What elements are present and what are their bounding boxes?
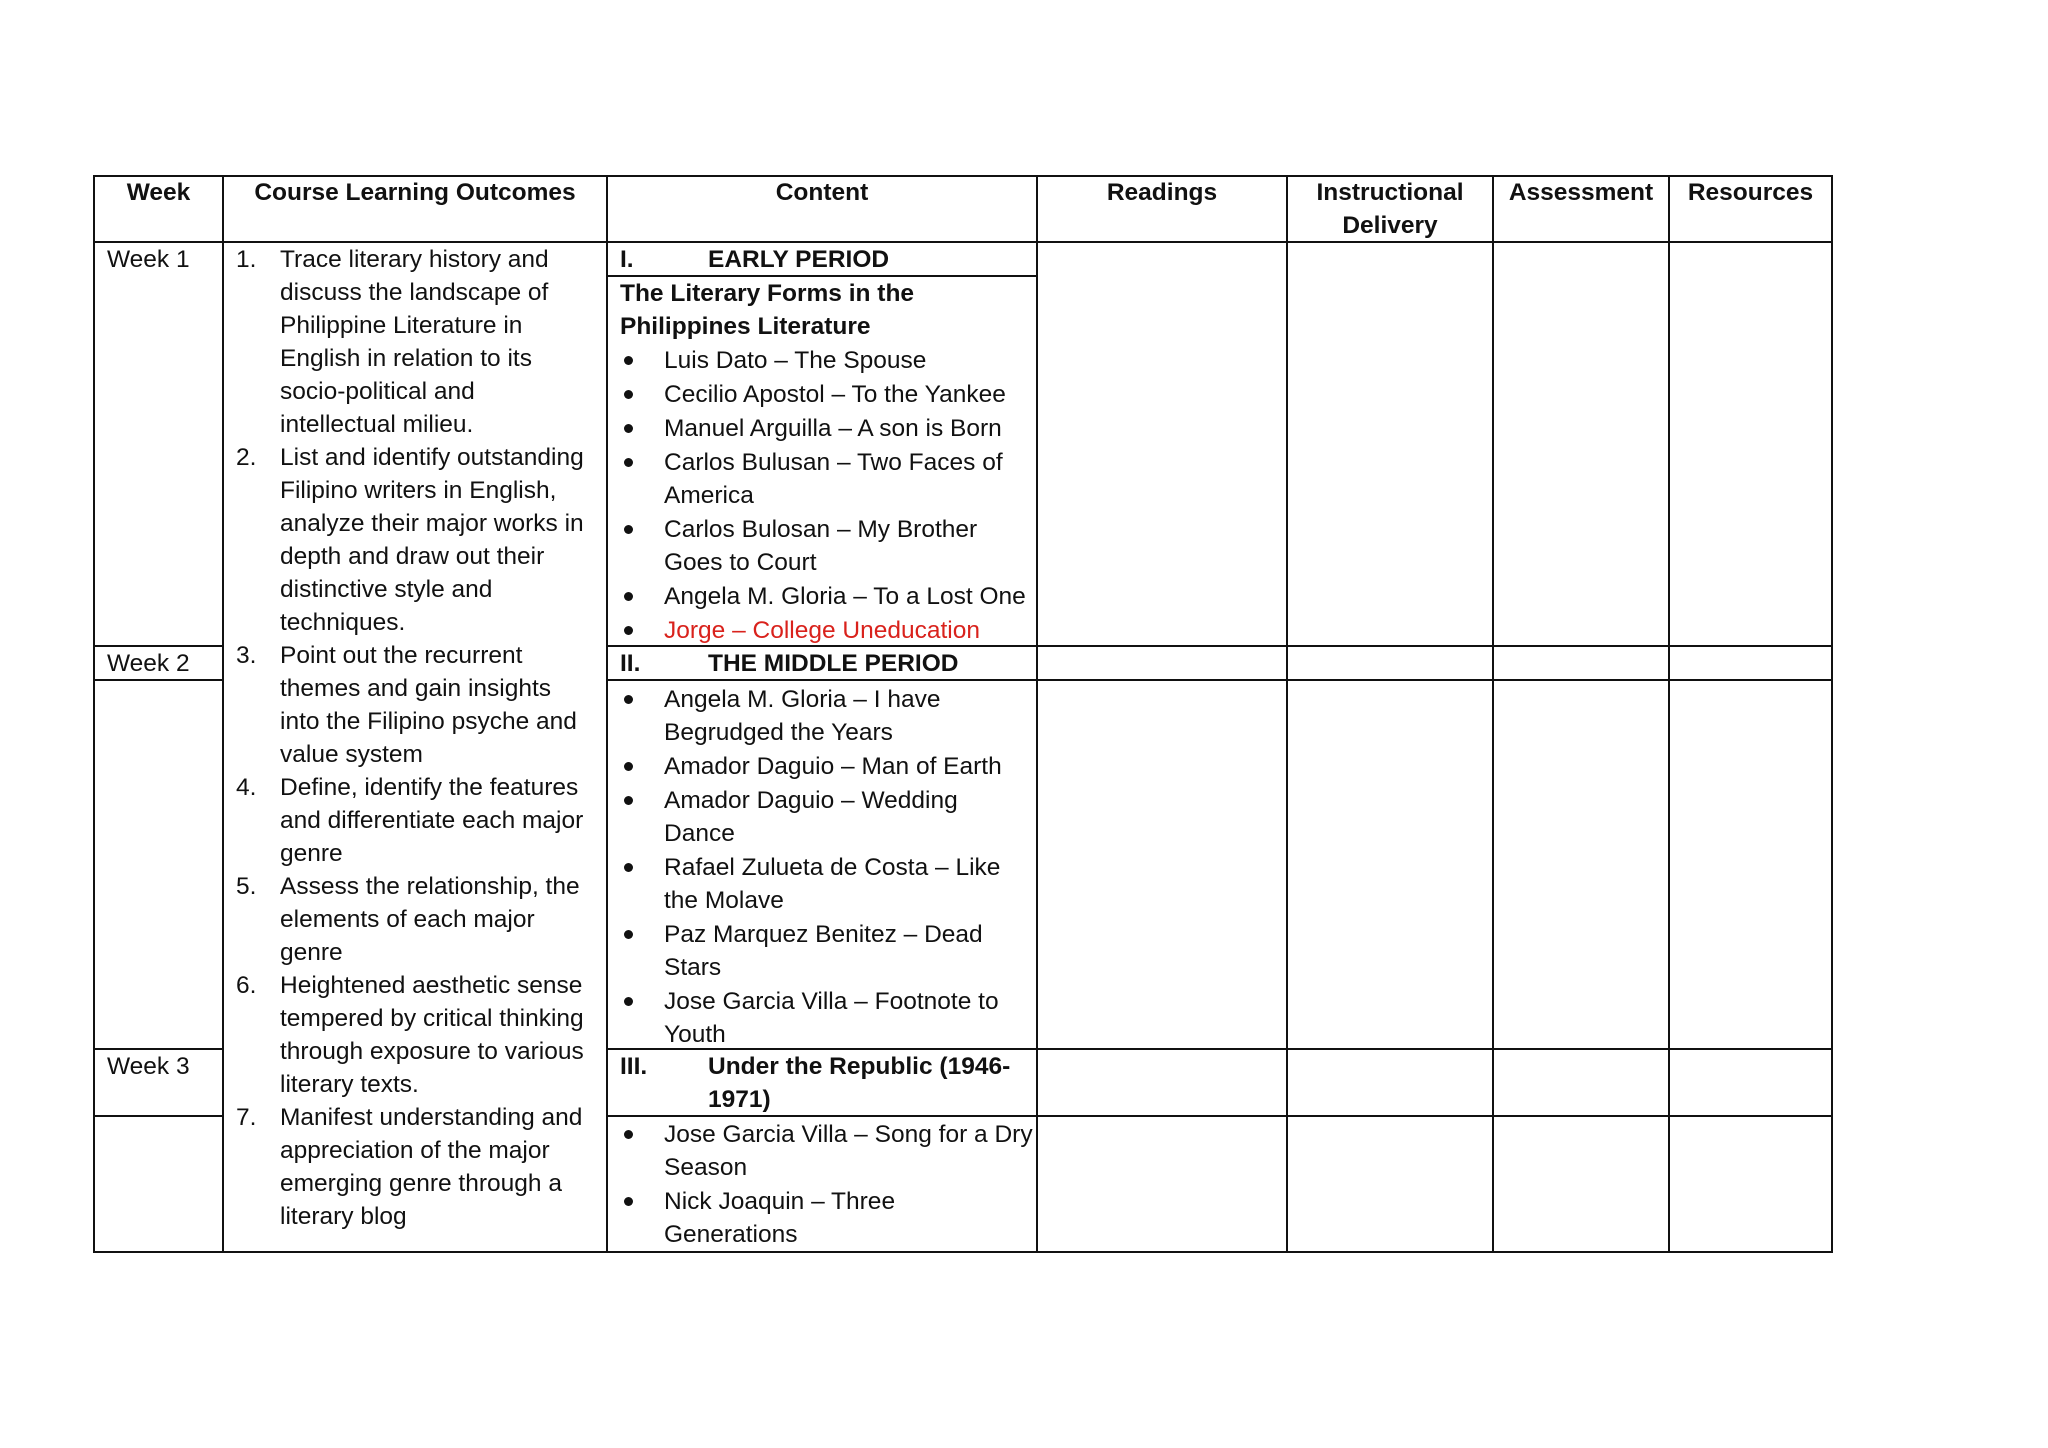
outcome-number: 4. — [236, 774, 257, 801]
outcome-line: Filipino writers in English, — [280, 477, 557, 504]
reading-item-continued: America — [664, 482, 754, 509]
header-week: Week — [126, 179, 191, 206]
outcome-line: Assess the relationship, the — [280, 873, 580, 900]
bullet-icon — [624, 390, 633, 399]
outcome-line: Trace literary history and — [280, 246, 549, 273]
reading-item-continued: Begrudged the Years — [664, 719, 893, 746]
header-content: Content — [775, 179, 869, 206]
outcome-line: depth and draw out their — [280, 543, 545, 570]
bullet-icon — [624, 762, 633, 771]
reading-item: Angela M. Gloria – To a Lost One — [664, 583, 1026, 610]
reading-item-continued: Generations — [664, 1221, 798, 1248]
bullet-icon — [624, 424, 633, 433]
reading-item: Manuel Arguilla – A son is Born — [664, 415, 1002, 442]
bullet-icon — [624, 1130, 633, 1139]
outcome-line: themes and gain insights — [280, 675, 552, 702]
bullet-icon — [624, 930, 633, 939]
outcome-line: List and identify outstanding — [280, 444, 584, 471]
reading-item-continued: Season — [664, 1154, 748, 1181]
literary-forms-heading: The Literary Forms in the — [620, 280, 915, 307]
reading-item: Luis Dato – The Spouse — [664, 347, 927, 374]
outcome-line: Point out the recurrent — [280, 642, 523, 669]
period-title: Under the Republic (1946- — [708, 1053, 1011, 1080]
outcome-line: appreciation of the major — [280, 1137, 550, 1164]
reading-item: Jose Garcia Villa – Song for a Dry — [664, 1121, 1033, 1148]
outcome-line: distinctive style and — [280, 576, 493, 603]
bullet-icon — [624, 525, 633, 534]
bullet-icon — [624, 626, 633, 635]
outcome-line: English in relation to its — [280, 345, 532, 372]
header-resources: Resources — [1687, 179, 1814, 206]
outcome-number: 7. — [236, 1104, 257, 1131]
period-numeral: I. — [620, 246, 634, 273]
bullet-icon — [624, 458, 633, 467]
period-title: THE MIDDLE PERIOD — [708, 650, 959, 677]
outcome-line: through exposure to various — [280, 1038, 584, 1065]
outcome-line: Heightened aesthetic sense — [280, 972, 583, 999]
bullet-icon — [624, 863, 633, 872]
outcome-line: Define, identify the features — [280, 774, 579, 801]
reading-item: Rafael Zulueta de Costa – Like — [664, 854, 1001, 881]
period-numeral: III. — [620, 1053, 648, 1080]
reading-item: Carlos Bulusan – Two Faces of — [664, 449, 1003, 476]
reading-item: Amador Daguio – Man of Earth — [664, 753, 1002, 780]
outcome-line: and differentiate each major — [280, 807, 584, 834]
outcome-number: 6. — [236, 972, 257, 999]
outcome-number: 3. — [236, 642, 257, 669]
outcome-number: 1. — [236, 246, 257, 273]
period-title: EARLY PERIOD — [708, 246, 890, 273]
bullet-icon — [624, 1197, 633, 1206]
header-readings: Readings — [1106, 179, 1218, 206]
header-delivery: Delivery — [1342, 212, 1438, 239]
outcome-line: elements of each major — [280, 906, 535, 933]
bullet-icon — [624, 796, 633, 805]
outcome-line: discuss the landscape of — [280, 279, 549, 306]
outcome-line: techniques. — [280, 609, 406, 636]
reading-item-continued: Dance — [664, 820, 735, 847]
week-3-label: Week 3 — [107, 1053, 190, 1080]
week-2-label: Week 2 — [107, 650, 190, 677]
outcome-line: emerging genre through a — [280, 1170, 562, 1197]
reading-item-continued: Youth — [664, 1021, 726, 1048]
outcome-line: into the Filipino psyche and — [280, 708, 577, 735]
bullet-icon — [624, 695, 633, 704]
outcome-line: intellectual milieu. — [280, 411, 474, 438]
outcome-number: 5. — [236, 873, 257, 900]
reading-item-continued: the Molave — [664, 887, 784, 914]
outcome-line: genre — [280, 840, 343, 867]
reading-item: Amador Daguio – Wedding — [664, 787, 958, 814]
bullet-icon — [624, 592, 633, 601]
reading-item: Jose Garcia Villa – Footnote to — [664, 988, 999, 1015]
outcome-line: literary texts. — [280, 1071, 419, 1098]
reading-item-continued: Stars — [664, 954, 722, 981]
outcome-line: tempered by critical thinking — [280, 1005, 584, 1032]
outcome-line: Manifest understanding and — [280, 1104, 583, 1131]
header-outcomes: Course Learning Outcomes — [254, 179, 576, 206]
period-numeral: II. — [620, 650, 641, 677]
literary-forms-heading: Philippines Literature — [620, 313, 871, 340]
outcome-line: analyze their major works in — [280, 510, 584, 537]
outcome-number: 2. — [236, 444, 257, 471]
reading-item: Angela M. Gloria – I have — [664, 686, 941, 713]
reading-item-continued: Goes to Court — [664, 549, 817, 576]
outcome-line: genre — [280, 939, 343, 966]
outcome-line: socio-political and — [280, 378, 475, 405]
bullet-icon — [624, 356, 633, 365]
reading-item: Carlos Bulosan – My Brother — [664, 516, 978, 543]
reading-item: Paz Marquez Benitez – Dead — [664, 921, 983, 948]
outcome-line: value system — [280, 741, 423, 768]
bullet-icon — [624, 997, 633, 1006]
reading-item-highlighted: Jorge – College Uneducation — [664, 617, 980, 644]
header-assessment: Assessment — [1508, 179, 1654, 206]
week-1-label: Week 1 — [107, 246, 190, 273]
reading-item: Nick Joaquin – Three — [664, 1188, 896, 1215]
period-title-continued: 1971) — [708, 1086, 771, 1113]
outcome-line: Philippine Literature in — [280, 312, 523, 339]
header-instructional: Instructional — [1316, 179, 1464, 206]
outcome-line: literary blog — [280, 1203, 407, 1230]
reading-item: Cecilio Apostol – To the Yankee — [664, 381, 1006, 408]
